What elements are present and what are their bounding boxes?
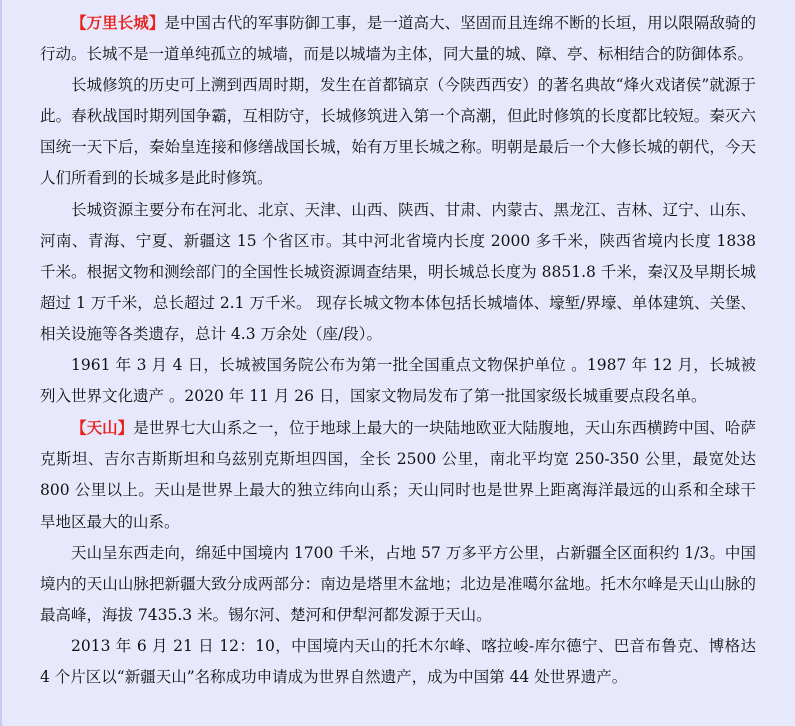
keyword-great-wall: 【万里长城】 — [71, 13, 165, 32]
paragraph-text: 长城修筑的历史可上溯到西周时期，发生在首都镐京（今陕西西安）的著名典故“烽火戏诸侯”就源于此。春秋战国时期列国争霸，互相防守，长城修筑进入第一个高潮，但此时修筑的长度都比较短。秦灭六国统一天下后，秦始皇连接和修缮战国长城，始有万里长城之称。明朝是最后一个大修长城的朝代，今天人们所看到的长城多是此时修筑。 — [40, 76, 756, 188]
paragraph-great-wall-heritage — [40, 350, 756, 412]
article-body — [40, 7, 756, 693]
paragraph-text: 天山呈东西走向，绵延中国境内 1700 千米，占地 57 万多平方公里，占新疆全区面积约 1/3。中国境内的天山山脉把新疆大致分成两部分：南边是塔里木盆地；北边是准噶尔盆地。托木尔峰是天山山脉的最高峰，海拔 7435.3 米。锡尔河、楚河和伊犁河都发源于天山。 — [40, 543, 756, 624]
keyword-tianshan: 【天山】 — [71, 418, 134, 438]
paragraph-great-wall-intro — [40, 7, 756, 70]
paragraph-text: 是世界七大山系之一，位于地球上最大的一块陆地欧亚大陆腹地，天山东西横跨中国、哈萨克斯坦、吉尔吉斯斯坦和乌兹别克斯坦四国，全长 2500 公里，南北平均宽 250-350 公里，最宽处达 800 公里以上。天山是世界上最大的独立纬向山系；天山同时也是世界上距离海洋最远的山系和全球干旱地区最大的山系。 — [40, 419, 756, 531]
paragraph-tianshan-intro — [40, 412, 756, 537]
paragraph-text: 是中国古代的军事防御工事，是一道高大、坚固而且连绵不断的长垣，用以限隔敌骑的行动。长城不是一道单纯孤立的城墙，而是以城墙为主体，同大量的城、障、亭、标相结合的防御体系。 — [40, 14, 756, 64]
paragraph-text: 长城资源主要分布在河北、北京、天津、山西、陕西、甘肃、内蒙古、黑龙江、吉林、辽宁、山东、河南、青海、宁夏、新疆这 15 个省区市。其中河北省境内长度 2000 多千米，陕西省境内长度 1838 千米。根据文物和测绘部门的全国性长城资源调查结果，明长城总长度为 8851.8 千米，秦汉及早期长城超过 1 万千米，总长超过 2.1 万千米。 现存长城文物本体包括长城墙体、壕堑/界壕、单体建筑、关堡、相关设施等各类遗存，总计 4.3 万余处（座/段）。 — [40, 200, 756, 343]
paragraph-great-wall-history — [40, 70, 756, 194]
paragraph-tianshan-heritage — [40, 631, 756, 693]
paragraph-text: 1961 年 3 月 4 日，长城被国务院公布为第一批全国重点文物保护单位 。1987 年 12 月，长城被列入世界文化遗产 。2020 年 11 月 26 日，国家文物局发布了第一批国家级长城重要点段名单。 — [40, 356, 756, 406]
paragraph-great-wall-resources — [40, 195, 756, 350]
paragraph-tianshan-geography — [40, 538, 756, 631]
paragraph-text: 2013 年 6 月 21 日 12：10，中国境内天山的托木尔峰、喀拉峻-库尔德宁、巴音布鲁克、博格达 4 个片区以“新疆天山”名称成功申请成为世界自然遗产，成为中国第 44 处世界遗产。 — [40, 636, 756, 686]
